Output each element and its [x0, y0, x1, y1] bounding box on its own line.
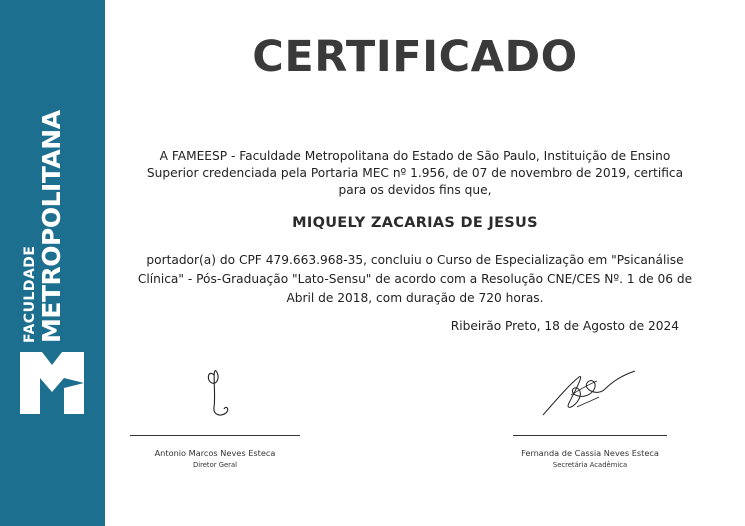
brand-line-faculdade: FACULDADE — [22, 245, 38, 343]
brand-sidebar — [0, 0, 105, 526]
signatory-role-director: Diretor Geral — [192, 461, 238, 469]
brand-wordmark — [22, 103, 92, 343]
signatory-name-secretary: Fernanda de Cassia Neves Esteca — [521, 448, 659, 458]
signatory-name-director: Antonio Marcos Neves Esteca — [154, 448, 276, 458]
brand-line-metropolitana: METROPOLITANA — [37, 110, 66, 343]
metropolitana-logo-icon — [20, 352, 84, 414]
certificate-course-text: portador(a) do CPF 479.663.968-35, concluiu o Curso de Especialização em "Psicanálise Clínica" - Pós-Graduação "Lato-Sensu" de acordo com a Resolução CNE/CES Nº. 1 de 06 de Abril de 2018, com duração de 720 horas. — [137, 253, 693, 305]
recipient-name: MIQUELY ZACARIAS DE JESUS — [292, 215, 538, 231]
signature-block-director — [130, 355, 300, 475]
signature-block-secretary — [513, 355, 667, 475]
certificate-intro: A FAMEESP - Faculdade Metropolitana do Estado de São Paulo, Instituição de Ensino Superior credenciada pela Portaria MEC nº 1.956, de 07 de novembro de 2019, certifica para os devidos fins que, — [146, 149, 684, 197]
signatory-role-secretary: Secretária Acadêmica — [552, 461, 628, 469]
certificate-body — [105, 0, 745, 526]
handwritten-signature-director — [130, 355, 300, 435]
place-and-date: Ribeirão Preto, 18 de Agosto de 2024 — [450, 319, 679, 333]
handwritten-signature-secretary — [513, 355, 667, 435]
certificate-title: CERTIFICADO — [252, 32, 578, 82]
signature-line-secretary — [513, 435, 667, 436]
signature-line-director — [130, 435, 300, 436]
